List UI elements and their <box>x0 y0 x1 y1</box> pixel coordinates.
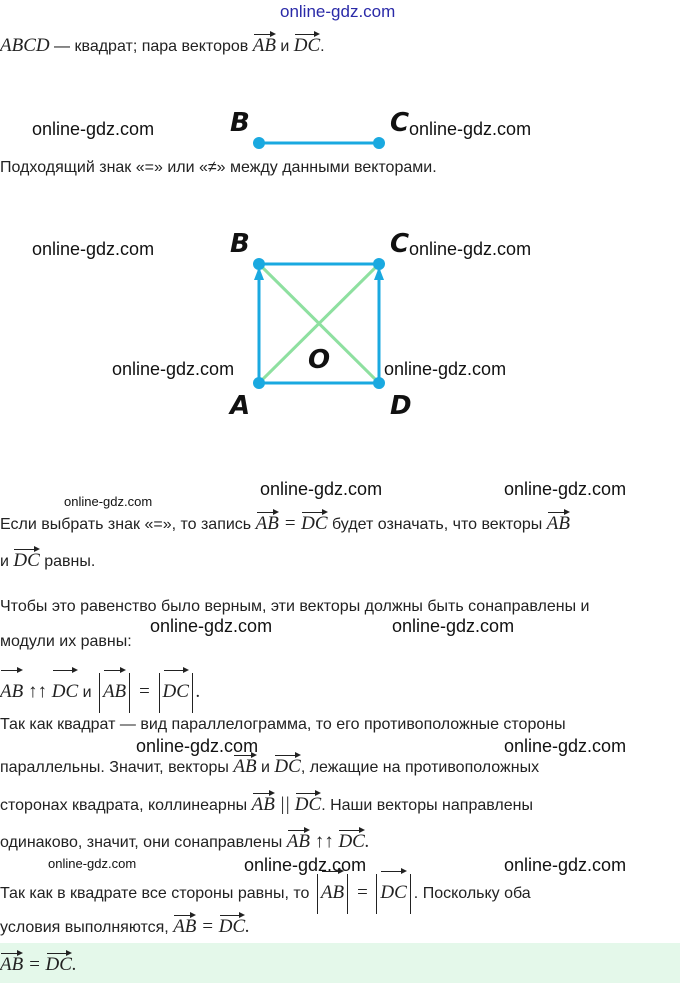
point-b-dot <box>253 137 265 149</box>
label-c: C <box>390 229 410 259</box>
watermark: online-gdz.com <box>504 479 627 499</box>
vector-ab: AB <box>253 31 276 56</box>
para3-line4: одинаково, значит, они сонаправлены AB ↑↑ DC. <box>0 827 370 853</box>
para2-line1: Чтобы это равенство было верным, эти векторы должны быть сонаправлены и <box>0 598 590 615</box>
point-c-dot <box>373 258 385 270</box>
para3-line3: сторонах квадрата, коллинеарны AB || DC. Наши векторы направлены <box>0 790 533 816</box>
answer-box <box>0 943 680 983</box>
label-b: B <box>230 229 250 259</box>
watermark: online-gdz.com <box>409 119 532 139</box>
answer-formula: AB = DC. <box>0 950 77 976</box>
para4-line2: условия выполняются, AB = DC. <box>0 912 250 938</box>
para1-line1: Если выбрать знак «=», то запись AB = DC будет означать, что векторы AB <box>0 509 570 535</box>
para4-line1: Так как в квадрате все стороны равны, то AB = DC . Поскольку оба <box>0 868 531 914</box>
watermark: online-gdz.com <box>504 736 627 756</box>
watermark: online-gdz.com <box>384 359 507 379</box>
watermark: online-gdz.com <box>32 119 155 139</box>
point-c-dot <box>373 137 385 149</box>
watermark: online-gdz.com <box>504 855 627 875</box>
watermark: online-gdz.com <box>112 359 235 379</box>
watermark: online-gdz.com <box>64 494 153 509</box>
watermark: online-gdz.com <box>409 239 532 259</box>
watermark: online-gdz.com <box>32 239 155 259</box>
point-b-dot <box>253 258 265 270</box>
para2-line2: модули их равны: <box>0 633 132 650</box>
watermark: online-gdz.com <box>392 616 515 636</box>
watermark: online-gdz.com <box>136 736 259 756</box>
watermark: online-gdz.com <box>150 616 273 636</box>
intro-line: ABCD — квадрат; пара векторов AB и DC. <box>0 31 325 57</box>
label-c-top: C <box>390 108 410 138</box>
label-b-top: B <box>230 108 250 138</box>
label-o: O <box>308 345 331 375</box>
para1-line2: и DC равны. <box>0 546 95 572</box>
watermark-top: online-gdz.com <box>280 2 396 21</box>
label-a: A <box>230 391 251 421</box>
para3-line2: параллельны. Значит, векторы AB и DC, лежащие на противоположных <box>0 752 539 778</box>
segment-bc-diagram <box>0 0 680 180</box>
para3-line1: Так как квадрат — вид параллелограмма, то его противоположные стороны <box>0 716 566 733</box>
label-d: D <box>390 391 412 421</box>
point-a-dot <box>253 377 265 389</box>
watermark: online-gdz.com <box>244 855 367 875</box>
vector-dc: DC <box>294 31 320 56</box>
para2-formula: AB ↑↑ DC и AB = DC . <box>0 667 201 713</box>
task-text: Подходящий знак «=» или «≠» между данными векторами. <box>0 159 437 176</box>
watermark: online-gdz.com <box>48 856 137 871</box>
watermark: online-gdz.com <box>260 479 383 499</box>
square-diagram <box>0 200 680 430</box>
square-name: ABCD <box>0 35 50 56</box>
